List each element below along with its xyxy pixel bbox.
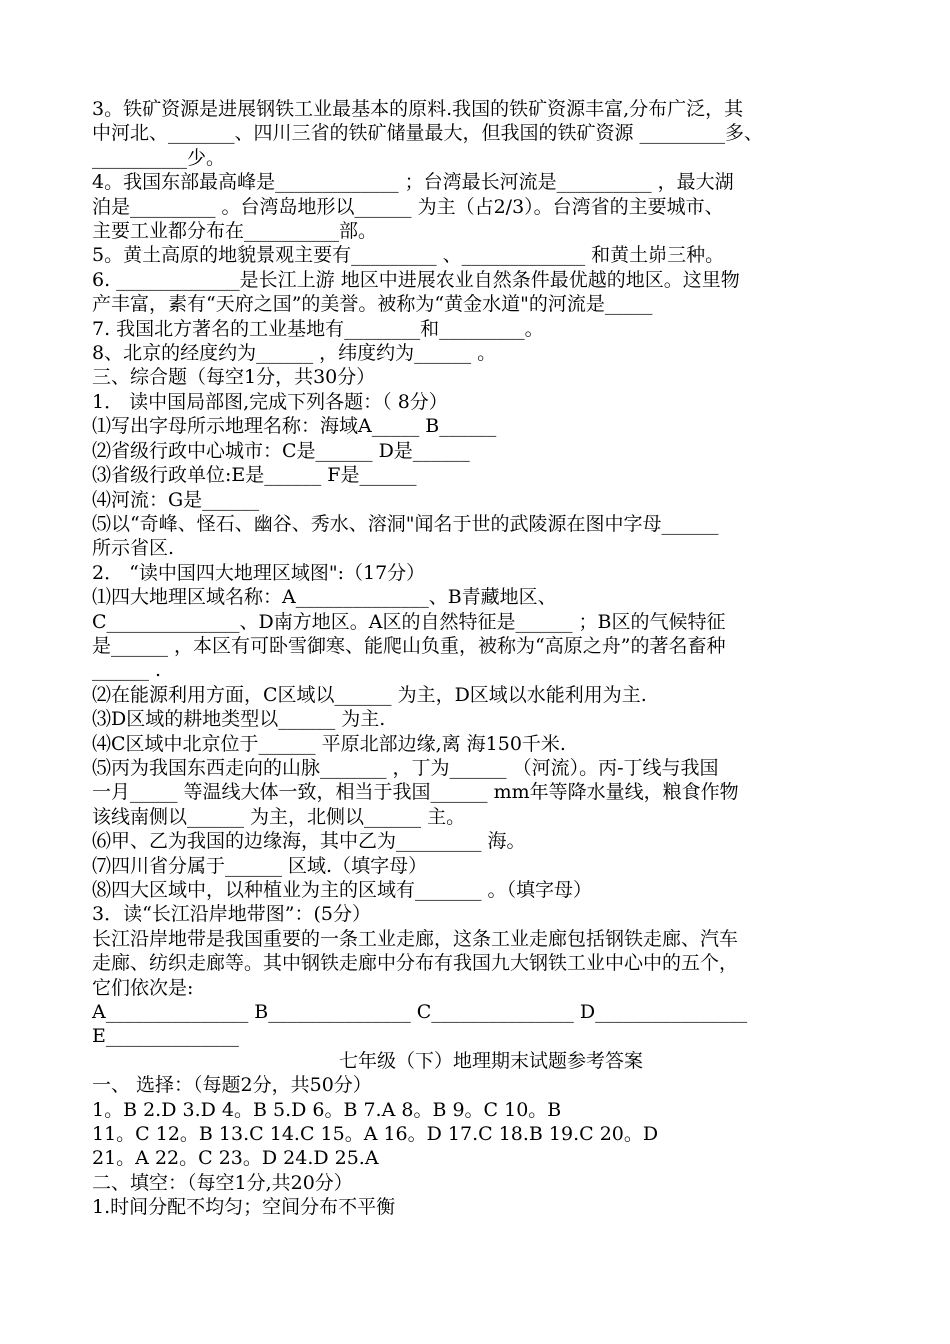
text-line: 7. 我国北方著名的工业基地有________和_________。 [92,317,544,340]
text-line: 长江沿岸地带是我国重要的一条工业走廊，这条工业走廊包括钢铁走廊、汽车 [92,927,739,950]
text-line: ⑺四川省分属于______ 区域.（填字母） [92,854,428,877]
text-line: ⑸以“奇峰、怪石、幽谷、秀水、溶洞"闻名于世的武陵源在图中字母______ [92,512,719,535]
text-line: 一月_____ 等温线大体一致，相当于我国______ mm年等降水量线，粮食作物 [92,781,739,804]
text-line: ⑷河流：G是______ [92,488,260,511]
text-line: 产丰富，素有“天府之国”的美誉。被称为“黄金水道"的河流是_____ [92,293,653,316]
text-line: ⑵省级行政中心城市：C是______ D是______ [92,439,470,462]
text-line: 走廊、纺织走廊等。其中钢铁走廊中分布有我国九大钢铁工业中心中的五个， [92,952,739,975]
text-line: ⑹甲、乙为我国的边缘海，其中乙为_________ 海。 [92,830,526,853]
question-heading: 3．读“长江沿岸地带图”：(5分） [92,903,372,926]
text-line: 4。我国东部最高峰是_____________ ；台湾最长河流是__________ ，最大湖 [92,171,734,194]
text-line: ⑻四大区域中，以种植业为主的区域有_______ 。（填字母） [92,879,593,901]
section-heading: 一、 选择：（每题2分，共50分） [92,1074,372,1097]
section-heading: 二、填空：（每空1分,共20分） [92,1171,353,1194]
text-line: ⑸丙为我国东西走向的山脉_______ ，丁为______ （河流）。丙-丁线与我国 [92,756,719,779]
text-line: E______________ [92,1025,239,1048]
text-line: 6. _____________是长江上游 地区中进展农业自然条件最优越的地区。这里物 [92,268,740,291]
text-line: ______ . [92,659,162,682]
text-line: 中河北、_______、四川三省的铁矿储量最大，但我国的铁矿资源 _________多、 [92,122,764,145]
text-line: ⑴四大地理区域名称：A______________、B青藏地区、 [92,586,557,609]
text-line: 泊是_________ 。台湾岛地形以______ 为主（占2/3）。台湾省的主要城市、 [92,195,724,218]
text-line: 它们依次是: [92,976,194,999]
text-line: ⑷C区域中北京位于______ 平原北部边缘,离 海150千米. [92,732,566,755]
text-line: ⑶D区域的耕地类型以______ 为主. [92,708,386,731]
answer-line: 11。C 12。B 13.C 14.C 15。A 16。D 17.C 18.B 19.C 20。D [92,1123,659,1146]
text-line: 5。黄土高原的地貌景观主要有_________ 、_____________ 和黄土峁三种。 [92,244,725,267]
answer-line: 1。B 2.D 3.D 4。B 5.D 6。B 7.A 8。B 9。C 10。B [92,1098,562,1121]
text-line: 所示省区. [92,537,175,560]
text-line: 3。铁矿资源是进展钢铁工业最基本的原料.我国的铁矿资源丰富,分布广泛，其 [92,98,744,120]
text-line: 8、北京的经度约为______ ，纬度约为______ 。 [92,342,497,365]
answer-line: 1.时间分配不均匀；空间分布不平衡 [92,1196,396,1219]
text-line: 主要工业都分布在__________部。 [92,220,378,243]
text-line: 该线南侧以______ 为主，北侧以______ 主。 [92,805,466,828]
text-line: C______________、D南方地区。A区的自然特征是______ ；B区的气候特征 [92,610,726,633]
section-heading: 三、综合题（每空1分，共30分） [92,366,376,389]
text-line: ⑴写出字母所示地理名称：海域A_____ B______ [92,415,497,438]
answer-line: 21。A 22。C 23。D 24.D 25.A [92,1147,379,1170]
answer-key-title: 七年级（下）地理期末试题参考答案 [338,1049,643,1072]
question-heading: 1． 读中国局部图,完成下列各题：（ 8分） [92,390,448,413]
question-heading: 2． “读中国四大地理区域图":（17分） [92,561,426,584]
text-line: __________少。 [92,146,226,169]
text-line: A_______________ B_______________ C_______________ D________________ [92,1001,748,1024]
text-line: 是______ ，本区有可卧雪御寒、能爬山负重，被称为“高原之舟”的著名畜种 [92,634,726,657]
text-line: ⑵在能源利用方面，C区域以______ 为主，D区域以水能利用为主. [92,683,647,706]
text-line: ⑶省级行政单位:E是______ F是______ [92,464,417,487]
